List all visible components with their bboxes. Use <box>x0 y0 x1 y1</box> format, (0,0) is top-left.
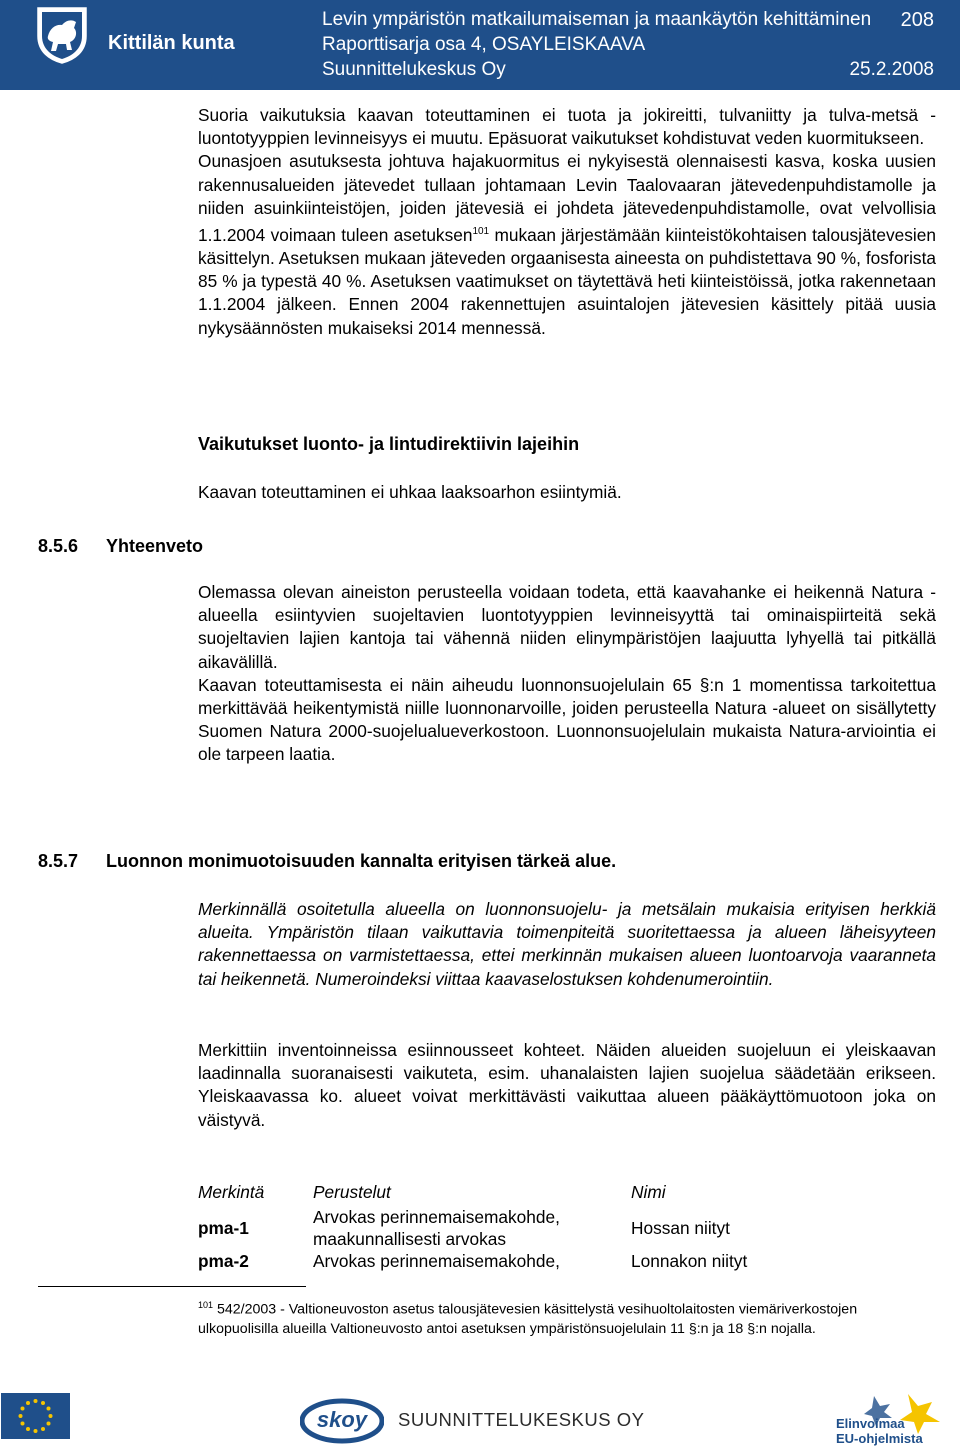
cell-reason: Arvokas perinnemaisemakohde, maakunnallisesti arvokas <box>313 1207 560 1249</box>
report-author: Suunnittelukeskus Oy <box>322 59 506 80</box>
eu-programme-line2: EU-ohjelmista <box>836 1431 923 1446</box>
report-series: Raporttisarja osa 4, OSAYLEISKAAVA <box>322 34 646 55</box>
footnote-101 <box>198 1296 918 1340</box>
section-8-5-7-title: Luonnon monimuotoisuuden kannalta erityisen tärkeä alue. <box>106 851 617 871</box>
paragraph-text: Suoria vaikutuksia kaavan toteuttaminen ei tuota ja jokireitti, tulvaniitty ja tulva-metsä -luontotyyppien levinneisyys ei muutu. Epäsuorat vaikutukset kohdistuvat veden kuormitukseen. <box>198 105 936 149</box>
cell-reason: Arvokas perinnemaisemakohde, <box>313 1251 560 1271</box>
section-8-5-6-number: 8.5.6 <box>38 536 79 556</box>
col-header-marking: Merkintä <box>198 1182 265 1202</box>
paragraph-text: Merkinnällä osoitetulla alueella on luonnonsuojelu- ja metsälain mukaisia erityisen herkkiä alueita. Ympäristön tilaan vaikuttavia toimenpiteitä suoritettaessa ja alueen läheisyyteen rakennettaessa on varmistettaessa, ettei merkinnän mukaisen alueen luontoarvoja vaaranneta tai heikennetä. Numeroindeksi viittaa kaavaselostuksen kohdenumerointiin. <box>198 899 936 989</box>
paragraph-wastewater <box>198 150 936 339</box>
eu-programme-text <box>836 1416 946 1446</box>
heading-directive-effects: Vaikutukset luonto- ja lintudirektiivin lajeihin <box>198 434 580 454</box>
cell-code: pma-1 <box>198 1218 249 1238</box>
footer-company-name: SUUNNITTELUKESKUS OY <box>398 1409 645 1430</box>
marking-table <box>198 1178 798 1272</box>
paragraph-natura-assessment: Olemassa olevan aineiston perusteella voidaan todeta, että kaavahanke ei heikennä Natura -alueella esiintyvien suojeltavien luontotyyppien levinneisyyttä tai ominaispiirteitä sekä suojeltavien lajien kantoja tai vähennä niiden elinympäristöjen laajuutta lyhyellä tai pitkällä aikavälillä. <box>198 582 936 672</box>
paragraph-marking-definition <box>198 898 936 991</box>
footnote-text: 542/2003 - Valtioneuvoston asetus talousjätevesien käsittelystä vesihuoltolaitosten viemäriverkostojen ulkopuolisilla alueilla Valtioneuvosto antoi asetuksen ympäristönsuojelulain 11 §:n ja 18 §:n nojalla. <box>198 1301 858 1338</box>
paragraph-inventory <box>198 1039 936 1132</box>
coat-of-arms-icon <box>36 6 88 64</box>
paragraph-wastewater-part1: Ounasjoen asutuksesta johtuva hajakuormitus ei nykyisestä olennaisesti kasva, koska uusien rakennusalueiden jätevedet tullaan johtamaan Levin Taalovaaran jätevedenpuhdistamolle ja niiden asuinkiinteistöjen, joiden jätevesiä ei johdeta jätevedenpuhdistamolle, ovat velvollisia 1.1.2004 voimaan tuleen asetuksen <box>198 151 936 245</box>
paragraph-text: Kaavan toteuttaminen ei uhkaa laaksoarhon esiintymiä. <box>198 482 622 502</box>
paragraph-text: Merkittiin inventoinneissa esiinnousseet kohteet. Näiden alueiden suojeluun ei yleiskaavan laadinnalla suoranaisesti vaikuteta, esim. uhanalaisten lajien suojelua säädetään erikseen. Yleiskaavassa ko. alueet voivat merkittävästi vaikuttaa alueen pääkäyttömuotoon joka on väistyvä. <box>198 1040 936 1130</box>
cell-name: Hossan niityt <box>631 1218 730 1238</box>
col-header-name: Nimi <box>631 1182 666 1202</box>
footnote-number: 101 <box>198 1300 214 1310</box>
footnote-separator <box>38 1286 306 1287</box>
cell-code: pma-2 <box>198 1251 249 1271</box>
footnote-ref-101: 101 <box>472 226 490 238</box>
section-8-5-6-title: Yhteenveto <box>106 536 204 556</box>
report-date: 25.2.2008 <box>849 59 934 80</box>
paragraph-nature-law: Kaavan toteuttamisesta ei näin aiheudu luonnonsuojelulain 65 §:n 1 momentissa tarkoitettua merkittävää heikentymistä niille luonnonarvoille, joiden perusteella Natura -alueet on sisällytetty Suomen Natura 2000-suojelualueverkostoon. Luonnonsuojelulain mukaista Natura-arviointia ei ole tarpeen laatia. <box>198 674 936 765</box>
eu-flag-icon <box>1 1393 70 1439</box>
skoy-logo-icon <box>300 1396 384 1444</box>
municipality-name: Kittilän kunta <box>108 32 235 54</box>
col-header-reason: Perustelut <box>313 1182 391 1202</box>
paragraph-laaksoarho <box>198 481 936 504</box>
cell-name: Lonnakon niityt <box>631 1251 748 1271</box>
section-8-5-7-number: 8.5.7 <box>38 851 79 871</box>
paragraph-direct-effects <box>198 104 936 340</box>
table-row <box>198 1250 798 1272</box>
skoy-logo-text: skoy <box>316 1407 368 1432</box>
table-header-row <box>198 1178 798 1206</box>
paragraph-wastewater-part2: mukaan järjestämään kiinteistökohtaisen talousjätevesien käsittelyn. Asetuksen mukaan jäteveden orgaanisesta aineesta on puhdistettava 90 %, fosforista 85 % ja typestä 40 %. Asetuksen vaatimukset on täytettävä heti kiinteistöissä, jotka rakennetaan 1.1.2004 jälkeen. Ennen 2004 rakennettujen asuintalojen jätevesien käsittely pitää uusia nykysäännösten mukaiseksi 2014 mennessä. <box>198 224 936 338</box>
page-number: 208 <box>900 9 934 31</box>
report-title: Levin ympäristön matkailumaiseman ja maankäytön kehittäminen <box>322 9 872 30</box>
table-row <box>198 1206 798 1250</box>
paragraph-summary <box>198 581 936 767</box>
eu-programme-line1: Elinvoimaa <box>836 1416 905 1431</box>
